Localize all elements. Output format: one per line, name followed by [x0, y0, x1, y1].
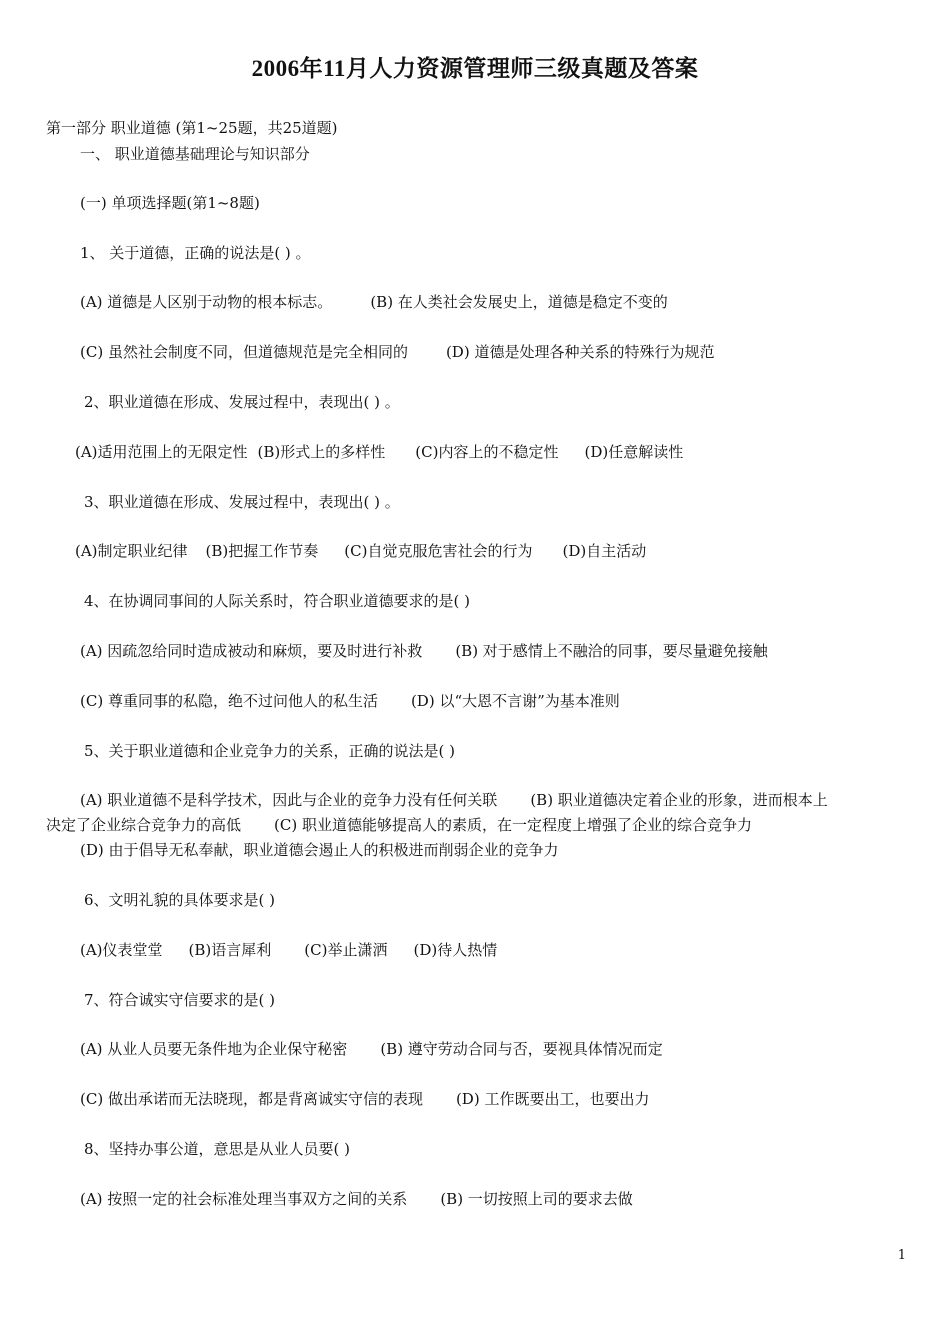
option-row [80, 292, 668, 312]
option: (C)内容上的不稳定性 [415, 443, 559, 461]
option: (B) 遵守劳动合同与否，要视具体情况而定 [380, 1040, 663, 1058]
option: (A) 职业道德不是科学技术，因此与企业的竞争力没有任何关联 [80, 791, 498, 809]
option-row [46, 815, 752, 835]
section-heading: 一、 职业道德基础理论与知识部分 [80, 145, 310, 163]
option: (C) 虽然社会制度不同，但道德规范是完全相同的 [80, 343, 408, 361]
option: (D)任意解读性 [584, 443, 684, 461]
question-stem: 3、职业道德在形成、发展过程中，表现出( ) 。 [84, 493, 400, 511]
option-row [80, 691, 620, 711]
option-row [80, 940, 497, 960]
option: (C)举止潇洒 [304, 941, 388, 959]
option: (D) 道德是处理各种关系的特殊行为规范 [445, 343, 715, 361]
option: (D) 由于倡导无私奉献，职业道德会遏止人的积极进而削弱企业的竞争力 [80, 841, 559, 859]
option: (A) 从业人员要无条件地为企业保守秘密 [80, 1040, 348, 1058]
option-row [80, 1189, 633, 1209]
option: (A) 因疏忽给同时造成被动和麻烦，要及时进行补救 [80, 642, 423, 660]
option-row [80, 840, 559, 860]
option: (B) 职业道德决定着企业的形象，进而根本上 [530, 791, 828, 809]
option: (A) 道德是人区别于动物的根本标志。 [80, 293, 333, 311]
option-row [80, 641, 768, 661]
question-stem: 8、坚持办事公道，意思是从业人员要( ) [84, 1140, 351, 1158]
question-stem: 1、 关于道德，正确的说法是( ) 。 [80, 244, 311, 262]
option: (D) 工作既要出工，也要出力 [455, 1090, 650, 1108]
question-stem: 7、符合诚实守信要求的是( ) [84, 991, 276, 1009]
option-row [80, 1039, 663, 1059]
page-number: 1 [897, 1248, 906, 1263]
option: (C) 尊重同事的私隐，绝不过问他人的私生活 [80, 692, 378, 710]
option: (B)形式上的多样性 [257, 443, 386, 461]
option: (D) 以“大恩不言谢”为基本准则 [410, 692, 620, 710]
option-row [75, 442, 683, 462]
option-continuation: 决定了企业综合竞争力的高低 [46, 816, 242, 834]
question-stem: 5、关于职业道德和企业竞争力的关系，正确的说法是( ) [84, 742, 456, 760]
question-stem: 4、在协调同事间的人际关系时，符合职业道德要求的是( ) [84, 592, 471, 610]
option: (B) 一切按照上司的要求去做 [440, 1190, 633, 1208]
subsection-heading: (一) 单项选择题(第1~8题) [80, 194, 260, 212]
option: (A)仪表堂堂 [80, 941, 163, 959]
option: (B) 在人类社会发展史上，道德是稳定不变的 [370, 293, 668, 311]
option: (D)自主活动 [562, 542, 647, 560]
option: (B)把握工作节奏 [205, 542, 319, 560]
part-heading: 第一部分 职业道德 (第1~25题，共25道题) [46, 119, 338, 137]
option: (C) 做出承诺而无法晓现，都是背离诚实守信的表现 [80, 1090, 423, 1108]
option: (C) 职业道德能够提高人的素质，在一定程度上增强了企业的综合竞争力 [274, 816, 752, 834]
question-stem: 2、职业道德在形成、发展过程中，表现出( ) 。 [84, 393, 400, 411]
option-row [80, 1089, 649, 1109]
document-title: 2006年11月人力资源管理师三级真题及答案 [251, 56, 699, 81]
option: (D)待人热情 [413, 941, 498, 959]
option: (A) 按照一定的社会标准处理当事双方之间的关系 [80, 1190, 408, 1208]
option-row [75, 541, 646, 561]
option-row [80, 342, 714, 362]
option: (C)自觉克服危害社会的行为 [344, 542, 533, 560]
option: (B)语言犀利 [188, 941, 272, 959]
option-row [80, 790, 828, 810]
question-stem: 6、文明礼貌的具体要求是( ) [84, 891, 276, 909]
option: (A)制定职业纪律 [75, 542, 188, 560]
option: (B) 对于感情上不融洽的同事，要尽量避免接触 [455, 642, 768, 660]
option: (A)适用范围上的无限定性 [75, 443, 248, 461]
